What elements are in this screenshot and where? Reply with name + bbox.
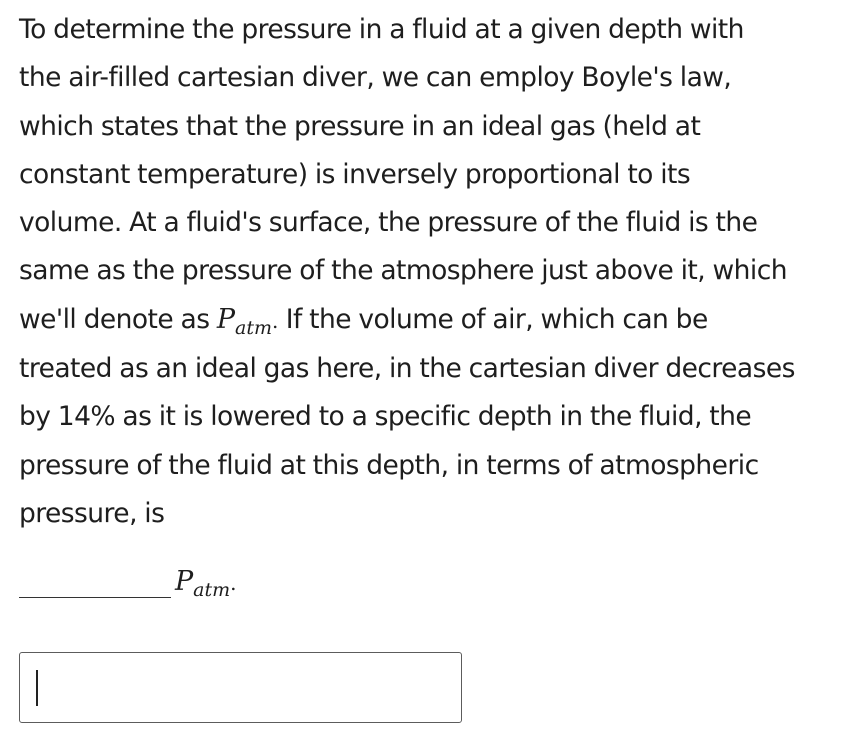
question-line: by 14% as it is lowered to a specific depth in the fluid, the	[19, 401, 752, 433]
answer-input[interactable]	[19, 652, 462, 723]
text-cursor	[36, 670, 38, 706]
question-line: the air-filled cartesian diver, we can employ Boyle's law,	[19, 62, 732, 94]
p-symbol: P	[216, 303, 236, 335]
question-line: treated as an ideal gas here, in the cartesian diver decreases	[19, 353, 795, 385]
answer-unit	[175, 560, 237, 605]
question-line	[19, 296, 859, 345]
question-line: To determine the pressure in a fluid at a given depth with	[19, 14, 744, 45]
atm-subscript: atm	[235, 316, 272, 339]
question-line: which states that the pressure in an ideal gas (held at	[19, 110, 701, 142]
question-line: same as the pressure of the atmosphere just above it, which	[19, 255, 787, 287]
question-line: pressure of the fluid at this depth, in terms of atmospheric	[19, 449, 759, 481]
atm-subscript: atm	[193, 579, 231, 601]
question-line: pressure, is	[19, 497, 165, 529]
p-atm-symbol	[216, 303, 279, 339]
p-symbol: P	[175, 566, 194, 597]
answer-blank-line	[19, 597, 171, 598]
question-line-text: If the volume of air, which can be	[278, 303, 708, 335]
question-line: volume. At a fluid's surface, the pressure of the fluid is the	[19, 207, 758, 239]
period: .	[272, 308, 279, 333]
question-text	[19, 6, 859, 538]
question-line: constant temperature) is inversely proportional to its	[19, 158, 691, 190]
question-line-text: we'll denote as	[19, 303, 217, 335]
period: .	[230, 571, 237, 595]
